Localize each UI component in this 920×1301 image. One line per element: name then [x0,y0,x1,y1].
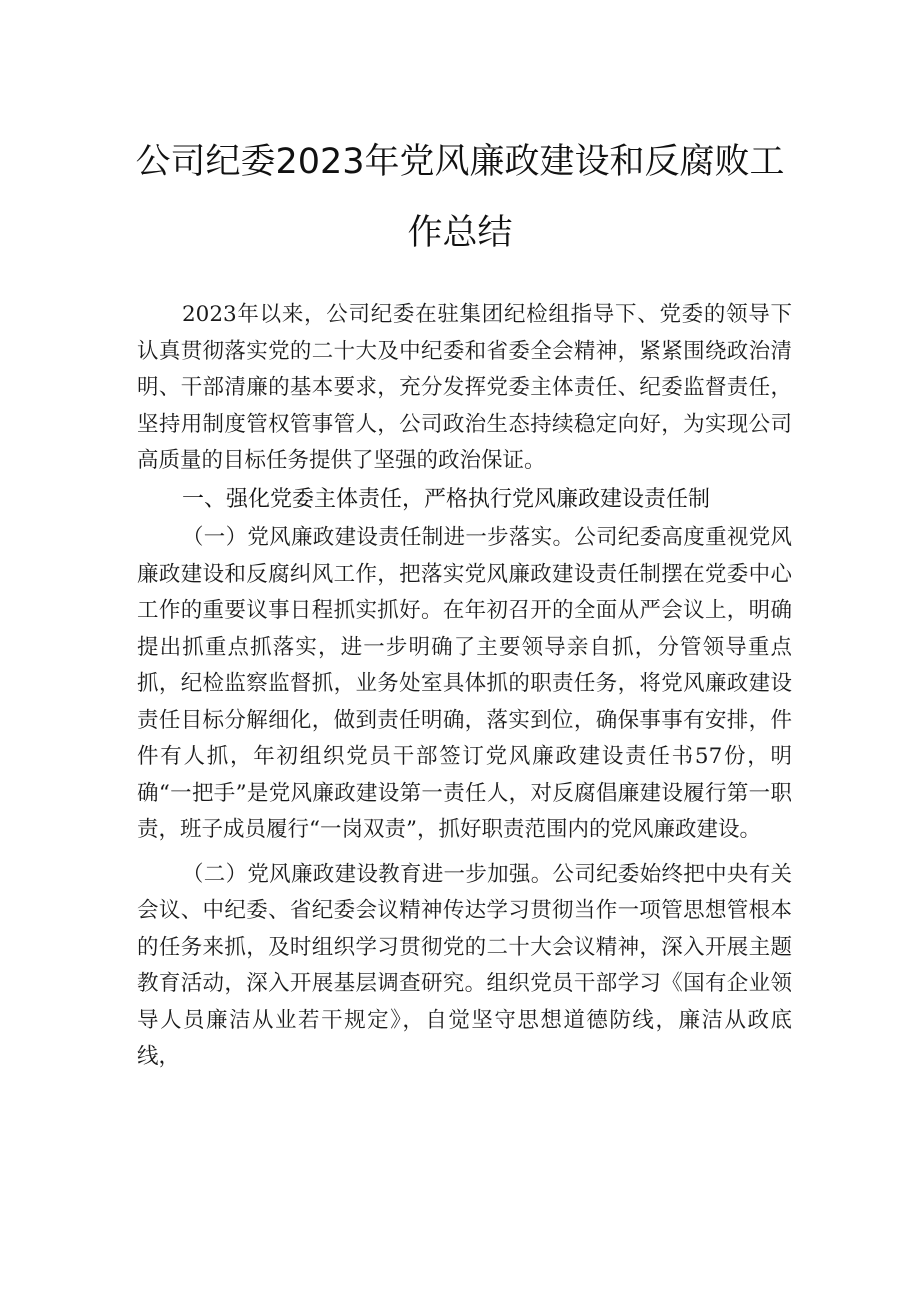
intro-paragraph: 2023年以来，公司纪委在驻集团纪检组指导下、党委的领导下认真贯彻落实党的二十大及中纪委和省委全会精神，紧紧围绕政治清明、干部清廉的基本要求，充分发挥党委主体责任、纪委监督责任，坚持用制度管权管事管人，公司政治生态持续稳定向好，为实现公司高质量的目标任务提供了坚强的政治保证。 [137,302,792,473]
document-body [137,297,792,1076]
paragraph-2: （二）党风廉政建设教育进一步加强。公司纪委始终把中央有关会议、中纪委、省纪委会议精神传达学习贯彻当作一项管思想管根本的任务来抓，及时组织学习贯彻党的二十大会议精神，深入开展主题教育活动，深入开展基层调查研究。组织党员干部学习《国有企业领导人员廉洁从业若干规定》，自觉坚守思想道德防线，廉洁从政底线， [137,861,792,1069]
document-title-line-2: 作总结 [407,213,513,253]
section-1-heading: 一、强化党委主体责任，严格执行党风廉政建设责任制 [182,486,711,512]
paragraph-1: （一）党风廉政建设责任制进一步落实。公司纪委高度重视党风廉政建设和反腐纠风工作，把落实党风廉政建设责任制摆在党委中心工作的重要议事日程抓实抓好。在年初召开的全面从严会议上，明确提出抓重点抓落实，进一步明确了主要领导亲自抓，分管领导重点抓，纪检监察监督抓，业务处室具体抓的职责任务，将党风廉政建设责任目标分解细化，做到责任明确，落实到位，确保事事有安排，件件有人抓，年初组织党员干部签订党风廉政建设责任书57份，明确“一把手”是党风廉政建设第一责任人，对反腐倡廉建设履行第一职责，班子成员履行“一岗双责”，抓好职责范围内的党风廉政建设。 [137,525,792,842]
document-title-line-1: 公司纪委2023年党风廉政建设和反腐败工 [135,142,785,182]
